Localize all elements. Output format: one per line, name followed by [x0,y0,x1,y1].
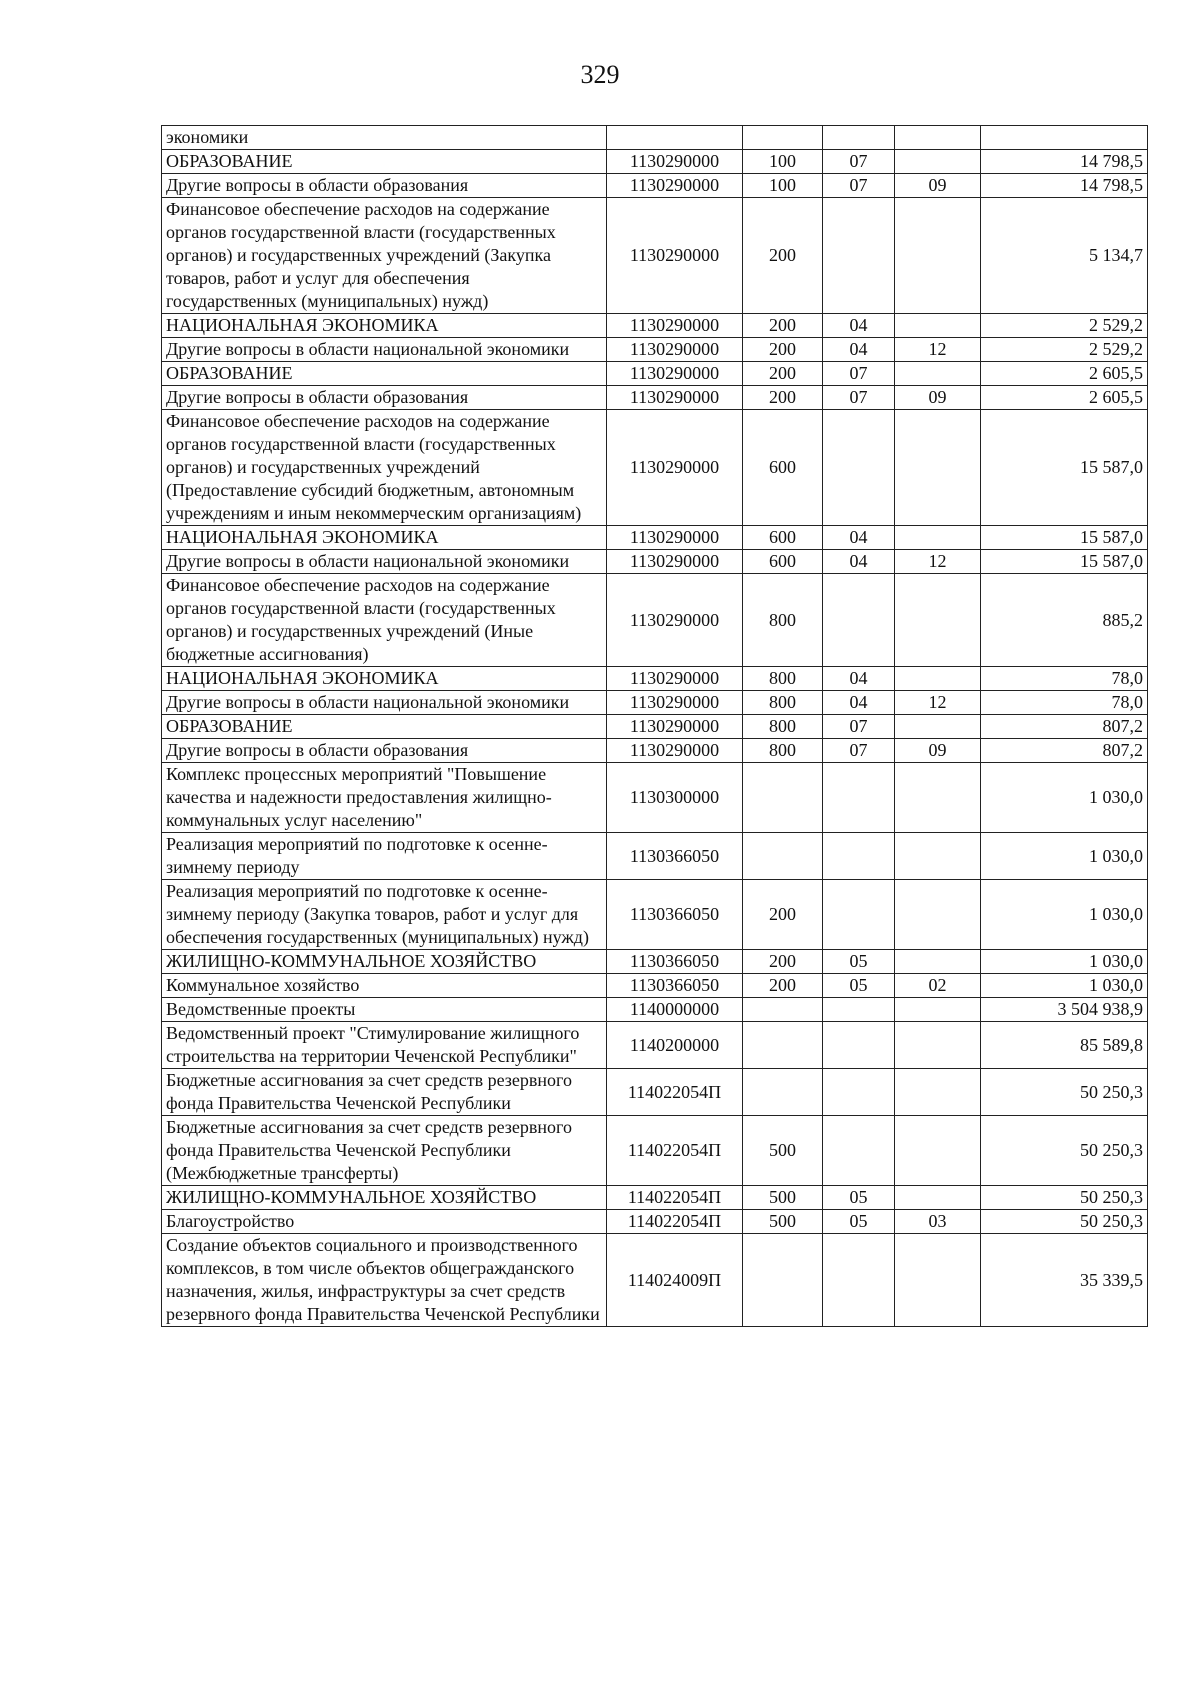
target-article-code-cell: 1130290000 [607,314,743,338]
target-article-code-cell: 1130290000 [607,526,743,550]
section-code-cell [823,410,895,526]
amount-cell: 1 030,0 [981,833,1148,880]
target-article-code-cell: 1130290000 [607,667,743,691]
table-row [162,974,1148,998]
expense-type-code-cell [743,833,823,880]
target-article-code-cell: 114022054П [607,1069,743,1116]
amount-cell [981,126,1148,150]
amount-cell: 15 587,0 [981,526,1148,550]
table-row [162,739,1148,763]
expense-type-code-cell: 100 [743,150,823,174]
expense-type-code-cell: 500 [743,1186,823,1210]
section-code-cell: 07 [823,362,895,386]
table-row [162,362,1148,386]
target-article-code-cell: 1130290000 [607,174,743,198]
amount-cell: 35 339,5 [981,1234,1148,1327]
budget-table-body [162,126,1148,1327]
table-row [162,1186,1148,1210]
row-name-cell: экономики [162,126,607,150]
row-name-cell: Бюджетные ассигнования за счет средств резервного фонда Правительства Чеченской Республики [162,1069,607,1116]
expense-type-code-cell: 800 [743,739,823,763]
table-row [162,386,1148,410]
section-code-cell: 05 [823,1186,895,1210]
target-article-code-cell: 114022054П [607,1116,743,1186]
section-code-cell [823,763,895,833]
row-name-cell: НАЦИОНАЛЬНАЯ ЭКОНОМИКА [162,667,607,691]
table-row [162,126,1148,150]
row-name-cell: Реализация мероприятий по подготовке к осенне-зимнему периоду [162,833,607,880]
expense-type-code-cell: 800 [743,667,823,691]
subsection-code-cell [895,1116,981,1186]
amount-cell: 50 250,3 [981,1069,1148,1116]
amount-cell: 1 030,0 [981,763,1148,833]
section-code-cell: 04 [823,338,895,362]
subsection-code-cell [895,1022,981,1069]
table-row [162,950,1148,974]
expense-type-code-cell: 800 [743,715,823,739]
expense-type-code-cell: 500 [743,1210,823,1234]
subsection-code-cell [895,715,981,739]
subsection-code-cell: 09 [895,739,981,763]
subsection-code-cell: 09 [895,174,981,198]
row-name-cell: Другие вопросы в области образования [162,174,607,198]
amount-cell: 15 587,0 [981,410,1148,526]
expense-type-code-cell: 500 [743,1116,823,1186]
amount-cell: 2 529,2 [981,314,1148,338]
section-code-cell: 04 [823,691,895,715]
row-name-cell: Благоустройство [162,1210,607,1234]
target-article-code-cell: 114022054П [607,1210,743,1234]
subsection-code-cell [895,667,981,691]
amount-cell: 2 529,2 [981,338,1148,362]
table-row [162,174,1148,198]
row-name-cell: ОБРАЗОВАНИЕ [162,715,607,739]
row-name-cell: Финансовое обеспечение расходов на содержание органов государственной власти (государственных органов) и государственных учреждений (Предоставление субсидий бюджетным, автономным учреждениям и иным некоммерческим организациям) [162,410,607,526]
amount-cell: 5 134,7 [981,198,1148,314]
subsection-code-cell [895,1069,981,1116]
row-name-cell: Создание объектов социального и производственного комплексов, в том числе объектов общегражданского назначения, жилья, инфраструктуры за счет средств резервного фонда Правительства Чеченской Республики [162,1234,607,1327]
expense-type-code-cell: 800 [743,691,823,715]
section-code-cell [823,1234,895,1327]
expense-type-code-cell [743,998,823,1022]
amount-cell: 50 250,3 [981,1186,1148,1210]
table-row [162,526,1148,550]
expense-type-code-cell [743,126,823,150]
row-name-cell: Реализация мероприятий по подготовке к осенне-зимнему периоду (Закупка товаров, работ и услуг для обеспечения государственных (муниципальных) нужд) [162,880,607,950]
row-name-cell: ЖИЛИЩНО-КОММУНАЛЬНОЕ ХОЗЯЙСТВО [162,1186,607,1210]
amount-cell: 14 798,5 [981,174,1148,198]
subsection-code-cell [895,126,981,150]
row-name-cell: Ведомственные проекты [162,998,607,1022]
row-name-cell: ОБРАЗОВАНИЕ [162,362,607,386]
amount-cell: 2 605,5 [981,362,1148,386]
row-name-cell: ЖИЛИЩНО-КОММУНАЛЬНОЕ ХОЗЯЙСТВО [162,950,607,974]
expense-type-code-cell: 600 [743,550,823,574]
section-code-cell: 04 [823,550,895,574]
expense-type-code-cell: 800 [743,574,823,667]
row-name-cell: Другие вопросы в области национальной экономики [162,691,607,715]
expense-type-code-cell: 100 [743,174,823,198]
expense-type-code-cell: 200 [743,974,823,998]
section-code-cell [823,833,895,880]
subsection-code-cell [895,880,981,950]
section-code-cell: 07 [823,715,895,739]
target-article-code-cell [607,126,743,150]
section-code-cell [823,126,895,150]
amount-cell: 78,0 [981,691,1148,715]
subsection-code-cell: 03 [895,1210,981,1234]
row-name-cell: Комплекс процессных мероприятий "Повышение качества и надежности предоставления жилищно-коммунальных услуг населению" [162,763,607,833]
row-name-cell: НАЦИОНАЛЬНАЯ ЭКОНОМИКА [162,314,607,338]
amount-cell: 2 605,5 [981,386,1148,410]
subsection-code-cell [895,763,981,833]
row-name-cell: Бюджетные ассигнования за счет средств резервного фонда Правительства Чеченской Республики (Межбюджетные трансферты) [162,1116,607,1186]
table-row [162,1069,1148,1116]
budget-table [161,125,1148,1327]
target-article-code-cell: 1130366050 [607,833,743,880]
section-code-cell [823,198,895,314]
expense-type-code-cell [743,1022,823,1069]
row-name-cell: НАЦИОНАЛЬНАЯ ЭКОНОМИКА [162,526,607,550]
section-code-cell [823,1116,895,1186]
expense-type-code-cell: 600 [743,526,823,550]
amount-cell: 50 250,3 [981,1116,1148,1186]
section-code-cell: 04 [823,526,895,550]
target-article-code-cell: 1130290000 [607,410,743,526]
expense-type-code-cell: 200 [743,338,823,362]
table-row [162,998,1148,1022]
section-code-cell [823,998,895,1022]
page-number: 329 [580,60,620,89]
amount-cell: 885,2 [981,574,1148,667]
expense-type-code-cell: 600 [743,410,823,526]
subsection-code-cell [895,410,981,526]
row-name-cell: Другие вопросы в области образования [162,739,607,763]
row-name-cell: ОБРАЗОВАНИЕ [162,150,607,174]
section-code-cell [823,1069,895,1116]
table-row [162,338,1148,362]
amount-cell: 50 250,3 [981,1210,1148,1234]
expense-type-code-cell [743,1234,823,1327]
target-article-code-cell: 1130366050 [607,880,743,950]
amount-cell: 14 798,5 [981,150,1148,174]
target-article-code-cell: 1130290000 [607,739,743,763]
target-article-code-cell: 1130290000 [607,150,743,174]
subsection-code-cell [895,526,981,550]
amount-cell: 15 587,0 [981,550,1148,574]
amount-cell: 807,2 [981,739,1148,763]
row-name-cell: Финансовое обеспечение расходов на содержание органов государственной власти (государственных органов) и государственных учреждений (Закупка товаров, работ и услуг для обеспечения государственных (муниципальных) нужд) [162,198,607,314]
expense-type-code-cell: 200 [743,880,823,950]
table-row [162,1116,1148,1186]
target-article-code-cell: 1130290000 [607,691,743,715]
table-row [162,880,1148,950]
subsection-code-cell [895,950,981,974]
target-article-code-cell: 1130300000 [607,763,743,833]
table-row [162,667,1148,691]
table-row [162,1210,1148,1234]
expense-type-code-cell [743,763,823,833]
section-code-cell [823,574,895,667]
target-article-code-cell: 114022054П [607,1186,743,1210]
subsection-code-cell: 09 [895,386,981,410]
expense-type-code-cell: 200 [743,386,823,410]
row-name-cell: Ведомственный проект "Стимулирование жилищного строительства на территории Чеченской Республики" [162,1022,607,1069]
table-row [162,150,1148,174]
target-article-code-cell: 1130290000 [607,362,743,386]
section-code-cell: 04 [823,667,895,691]
table-row [162,833,1148,880]
table-row [162,550,1148,574]
target-article-code-cell: 1130290000 [607,386,743,410]
subsection-code-cell: 02 [895,974,981,998]
table-row [162,314,1148,338]
subsection-code-cell [895,198,981,314]
expense-type-code-cell: 200 [743,198,823,314]
amount-cell: 85 589,8 [981,1022,1148,1069]
subsection-code-cell [895,574,981,667]
row-name-cell: Коммунальное хозяйство [162,974,607,998]
amount-cell: 78,0 [981,667,1148,691]
expense-type-code-cell: 200 [743,314,823,338]
table-row [162,691,1148,715]
table-row [162,198,1148,314]
target-article-code-cell: 1130290000 [607,198,743,314]
target-article-code-cell: 114024009П [607,1234,743,1327]
amount-cell: 3 504 938,9 [981,998,1148,1022]
row-name-cell: Другие вопросы в области образования [162,386,607,410]
table-row [162,1234,1148,1327]
section-code-cell: 05 [823,1210,895,1234]
subsection-code-cell: 12 [895,338,981,362]
row-name-cell: Другие вопросы в области национальной экономики [162,550,607,574]
section-code-cell [823,1022,895,1069]
expense-type-code-cell [743,1069,823,1116]
section-code-cell: 07 [823,174,895,198]
table-row [162,410,1148,526]
amount-cell: 1 030,0 [981,880,1148,950]
section-code-cell: 07 [823,150,895,174]
subsection-code-cell [895,362,981,386]
section-code-cell: 07 [823,386,895,410]
amount-cell: 807,2 [981,715,1148,739]
subsection-code-cell [895,833,981,880]
subsection-code-cell [895,1234,981,1327]
target-article-code-cell: 1140000000 [607,998,743,1022]
expense-type-code-cell: 200 [743,950,823,974]
subsection-code-cell: 12 [895,550,981,574]
subsection-code-cell: 12 [895,691,981,715]
subsection-code-cell [895,998,981,1022]
section-code-cell: 05 [823,974,895,998]
amount-cell: 1 030,0 [981,974,1148,998]
section-code-cell: 05 [823,950,895,974]
target-article-code-cell: 1130290000 [607,715,743,739]
table-row [162,1022,1148,1069]
section-code-cell: 07 [823,739,895,763]
subsection-code-cell [895,150,981,174]
target-article-code-cell: 1130366050 [607,974,743,998]
table-row [162,763,1148,833]
amount-cell: 1 030,0 [981,950,1148,974]
subsection-code-cell [895,314,981,338]
table-row [162,715,1148,739]
target-article-code-cell: 1130290000 [607,550,743,574]
target-article-code-cell: 1130290000 [607,574,743,667]
target-article-code-cell: 1140200000 [607,1022,743,1069]
section-code-cell [823,880,895,950]
row-name-cell: Другие вопросы в области национальной экономики [162,338,607,362]
section-code-cell: 04 [823,314,895,338]
target-article-code-cell: 1130290000 [607,338,743,362]
expense-type-code-cell: 200 [743,362,823,386]
target-article-code-cell: 1130366050 [607,950,743,974]
row-name-cell: Финансовое обеспечение расходов на содержание органов государственной власти (государственных органов) и государственных учреждений (Иные бюджетные ассигнования) [162,574,607,667]
subsection-code-cell [895,1186,981,1210]
table-row [162,574,1148,667]
